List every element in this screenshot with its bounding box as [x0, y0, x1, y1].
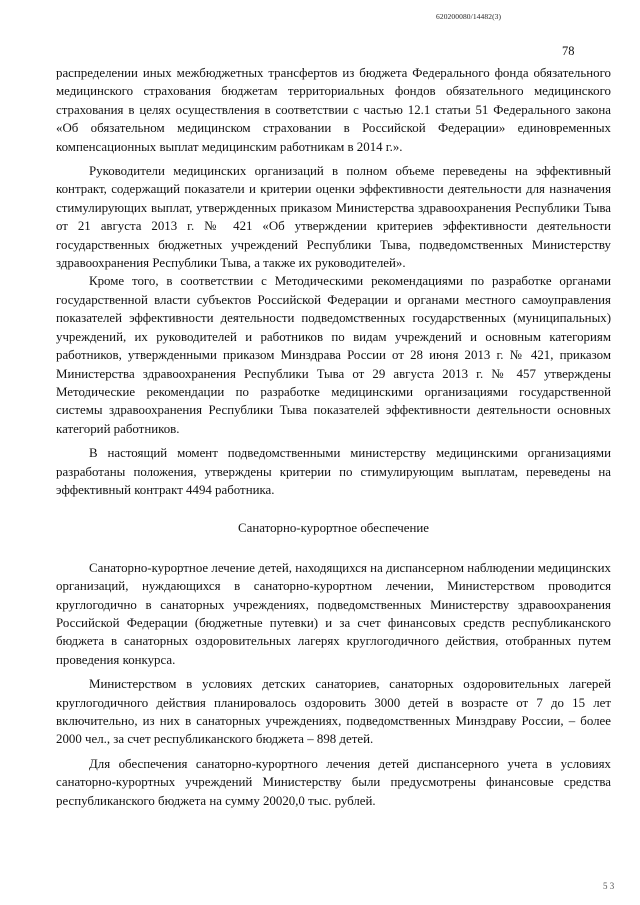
- paragraph: распределении иных межбюджетных трансфертов из бюджета Федерального фонда обязательного медицинского страхования бюджетам территориальных фондов обязательного медицинского страхования в целях осуществления в соответствии с частью 12.1 статьи 51 Федерального закона «Об обязательном медицинском страховании в Российской Федерации» единовременных компенсационных выплат медицинским работникам в 2014 г.».: [56, 66, 611, 154]
- page-number: 78: [562, 44, 575, 58]
- paragraph: В настоящий момент подведомственными министерству медицинскими организациями разработаны положения, утверждены критерии по стимулирующим выплатам, переведены на эффективный контракт 4494 работника.: [56, 446, 611, 497]
- paragraph: Для обеспечения санаторно-курортного лечения детей диспансерного учета в условиях санаторно-курортных учреждений Министерству были предусмотрены финансовые средства республиканского бюджета на сумму 20020,0 тыс. рублей.: [56, 756, 611, 808]
- paragraph: Руководители медицинских организаций в полном объеме переведены на эффективный контракт, содержащий показатели и критерии оценки эффективности деятельности для назначения стимулирующих выплат, утвержденных приказом Министерства здравоохранения Республики Тыва от 21 августа 2013 г. № 421 «Об утверждении критериев эффективности деятельности государственных бюджетных учреждений Республики Тыва, подведомственных Министерству здравоохранения Республики Тыва, а также их руководителей».: [56, 164, 611, 271]
- paragraph: Кроме того, в соответствии с Методическими рекомендациями по разработке органами государственной власти субъектов Российской Федерации и органами местного самоуправления показателей эффективности деятельности подведомственных государственных (муниципальных) учреждений, их руководителей и работников по видам учреждений и основным категориям работников, утвержденными приказом Минздрава России от 28 июня 2013 г. № 421, приказом Министерства здравоохранения Республики Тыва от 29 августа 2013 г. № 457 утверждены Методические рекомендации по разработке медицинскими организациями государственной системы здравоохранения Республики Тыва показателей эффективности деятельности основных категорий работников.: [56, 274, 611, 436]
- section-heading: Санаторно-курортное обеспечение: [238, 521, 429, 536]
- corner-mark: 5 3: [603, 881, 615, 891]
- document-body: [56, 64, 611, 810]
- paragraph: Министерством в условиях детских санаториев, санаторных оздоровительных лагерей круглогодичного действия планировалось оздоровить 3000 детей в возрасте от 7 до 15 лет включительно, из них в санаторных учреждениях, подведомственных Минздраву России, – более 2000 чел., за счет республиканского бюджета – 898 детей.: [56, 677, 611, 747]
- paragraph: Санаторно-курортное лечение детей, находящихся на диспансерном наблюдении медицинских организаций, нуждающихся в санаторно-курортном лечении, Министерством проводится круглогодично в санаторных учреждениях, подведомственных Министерству здравоохранения Российской Федерации (бюджетные путевки) и за счет финансовых средств республиканского бюджета в санаторных оздоровительных лагерях круглогодичного действия, отобранных путем проведения конкурса.: [56, 560, 611, 667]
- doc-code: 620200080/14482(3): [436, 12, 502, 21]
